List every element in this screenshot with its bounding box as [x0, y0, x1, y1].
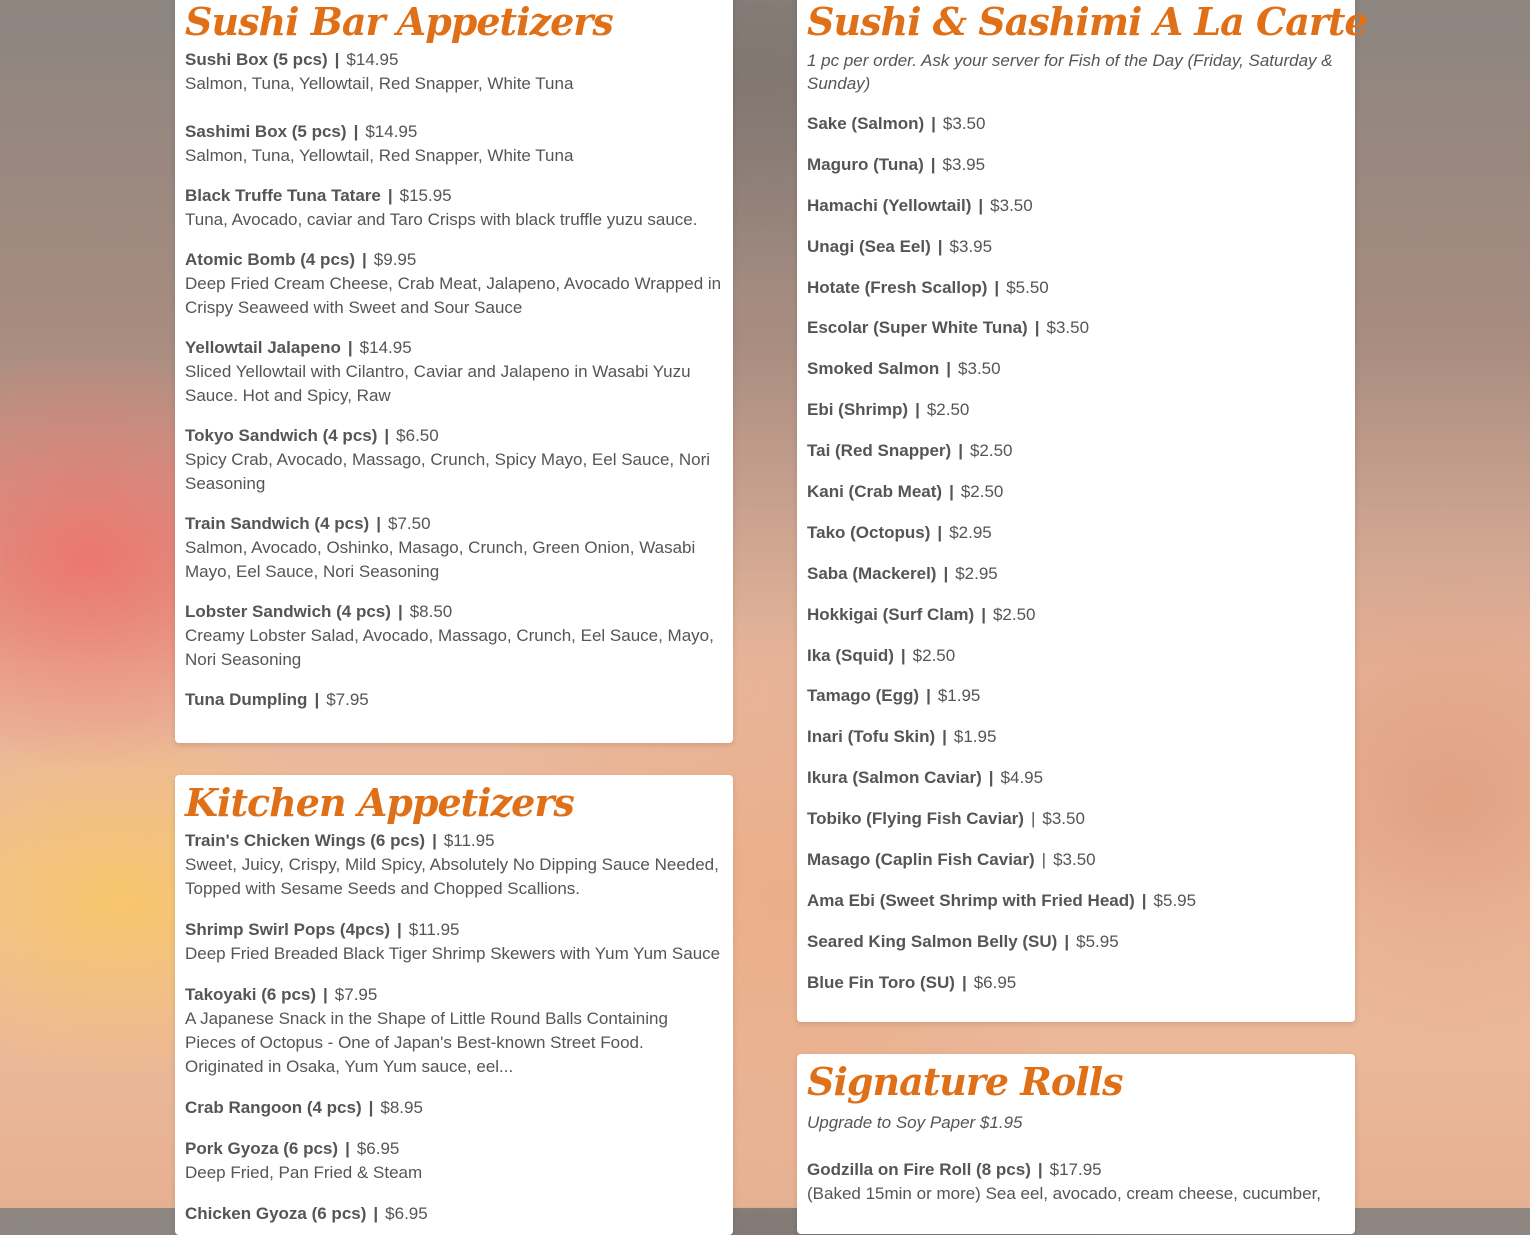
item-description: Creamy Lobster Salad, Avocado, Massago, Crunch, Eel Sauce, Mayo, Nori Seasoning [185, 626, 714, 669]
menu-item [807, 603, 1345, 627]
item-name: Black Truffe Tuna Tatare [185, 186, 381, 205]
section-note: Upgrade to Soy Paper $1.95 [807, 1113, 1023, 1132]
item-price: $6.50 [396, 426, 439, 445]
alacarte-panel [797, 0, 1368, 1022]
item-name: Atomic Bomb (4 pcs) [185, 250, 356, 269]
item-description: Sliced Yellowtail with Cilantro, Caviar and Jalapeno in Wasabi Yuzu Sauce. Hot and Spicy, Raw [185, 362, 691, 405]
menu-item [185, 512, 723, 584]
separator: | [1041, 850, 1047, 870]
item-name: Unagi (Sea Eel) [807, 236, 931, 256]
separator: | [926, 686, 931, 706]
separator: | [334, 50, 340, 69]
kitchen-appetizers-panel [175, 775, 733, 1235]
separator: | [353, 122, 359, 141]
menu-item [185, 120, 723, 168]
item-name: Crab Rangoon (4 pcs) [185, 1098, 362, 1117]
separator: | [900, 645, 906, 665]
item-name: Lobster Sandwich (4 pcs) [185, 602, 391, 621]
menu-item [807, 971, 1345, 995]
item-description: Spicy Crab, Avocado, Massago, Crunch, Spicy Mayo, Eel Sauce, Nori Seasoning [185, 450, 711, 493]
item-price: $15.95 [399, 186, 452, 205]
item-name: Takoyaki (6 pcs) [185, 985, 317, 1004]
menu-item [185, 688, 723, 712]
item-name: Tako (Octopus) [807, 522, 931, 542]
item-price: $1.95 [953, 727, 997, 747]
separator: | [937, 236, 943, 256]
item-price: $17.95 [1049, 1160, 1102, 1179]
menu-item [807, 357, 1345, 381]
separator: | [931, 114, 936, 133]
separator: | [937, 522, 943, 542]
item-name: Saba (Mackerel) [807, 563, 937, 583]
item-name: Pork Gyoza (6 pcs) [185, 1139, 339, 1158]
item-description: Sweet, Juicy, Crispy, Mild Spicy, Absolutely No Dipping Sauce Needed, Topped with Sesame Seeds and Chopped Scallions. [185, 855, 719, 898]
separator: | [961, 972, 967, 992]
menu-item [807, 807, 1345, 831]
item-name: Tobiko (Flying Fish Caviar) [807, 809, 1024, 829]
item-price: $3.50 [990, 195, 1033, 215]
item-name: Maguro (Tuna) [807, 154, 924, 174]
section-title: Sushi Bar Appetizers [185, 0, 613, 44]
menu-item [807, 276, 1345, 300]
separator: | [978, 195, 984, 215]
separator: | [988, 768, 994, 788]
item-price: $6.95 [973, 972, 1017, 992]
item-price: $3.50 [1053, 850, 1096, 870]
item-name: Escolar (Super White Tuna) [807, 318, 1028, 338]
separator: | [1064, 931, 1070, 951]
separator: | [949, 482, 954, 502]
item-name: Yellowtail Jalapeno [185, 338, 341, 357]
separator: | [384, 426, 390, 445]
item-name: Godzilla on Fire Roll (8 pcs) [807, 1160, 1031, 1179]
menu-item [807, 235, 1345, 259]
item-price: $3.95 [949, 236, 993, 256]
menu-item [185, 1096, 723, 1120]
item-description: Salmon, Tuna, Yellowtail, Red Snapper, White Tuna [185, 146, 574, 165]
item-price: $3.95 [942, 154, 986, 174]
item-description: Deep Fried, Pan Fried & Steam [185, 1163, 423, 1182]
item-name: Ika (Squid) [807, 645, 894, 665]
item-price: $8.95 [380, 1098, 423, 1117]
section-note: 1 pc per order. Ask your server for Fish of the Day (Friday, Saturday & Sunday) [807, 51, 1333, 93]
menu-item [807, 684, 1345, 708]
item-price: $7.50 [387, 514, 431, 533]
separator: | [1141, 890, 1147, 910]
item-price: $14.95 [359, 338, 412, 357]
item-price: $6.95 [385, 1204, 428, 1223]
item-name: Sashimi Box (5 pcs) [185, 122, 347, 141]
item-name: Tai (Red Snapper) [807, 441, 952, 461]
separator: | [373, 1204, 379, 1223]
menu-item [807, 889, 1345, 913]
item-name: Inari (Tofu Skin) [807, 727, 936, 747]
menu-item [185, 424, 723, 496]
separator: | [1030, 809, 1036, 829]
separator: | [958, 441, 963, 461]
separator: | [1037, 1160, 1043, 1179]
section-title: Kitchen Appetizers [185, 780, 574, 825]
item-price: $5.50 [1006, 277, 1049, 297]
item-price: $11.95 [408, 920, 460, 939]
item-name: Tamago (Egg) [807, 686, 920, 706]
item-name: Ebi (Shrimp) [807, 400, 909, 420]
item-name: Hamachi (Yellowtail) [807, 195, 972, 215]
menu-item [185, 829, 723, 901]
item-name: Ikura (Salmon Caviar) [807, 768, 982, 788]
menu-item [807, 112, 1345, 136]
item-price: $7.95 [334, 985, 378, 1004]
separator: | [994, 277, 1000, 297]
item-price: $9.95 [373, 250, 417, 269]
separator: | [397, 602, 403, 621]
item-price: $2.95 [955, 563, 998, 583]
item-name: Seared King Salmon Belly (SU) [807, 931, 1058, 951]
menu-item [807, 766, 1345, 790]
item-name: Hokkigai (Surf Clam) [807, 604, 975, 624]
menu-item [185, 248, 723, 320]
menu-item [807, 480, 1345, 504]
sushi-bar-appetizers-panel [175, 0, 733, 743]
separator: | [314, 690, 320, 709]
item-name: Ama Ebi (Sweet Shrimp with Fried Head) [807, 890, 1135, 910]
separator: | [368, 1098, 374, 1117]
menu-item [807, 848, 1345, 872]
item-name: Smoked Salmon [807, 359, 940, 379]
menu-item [807, 521, 1345, 545]
separator: | [942, 727, 947, 747]
signature-rolls-panel [797, 1054, 1355, 1234]
separator: | [943, 563, 949, 583]
menu-item [185, 336, 723, 408]
menu-item [807, 562, 1345, 586]
item-price: $2.50 [960, 482, 1004, 502]
separator: | [345, 1139, 350, 1158]
menu-item [807, 398, 1345, 422]
menu-item [185, 184, 723, 232]
item-price: $2.50 [969, 441, 1013, 461]
section-title: Signature Rolls [807, 1059, 1123, 1104]
item-name: Train's Chicken Wings (6 pcs) [185, 831, 426, 850]
item-price: $2.50 [992, 604, 1036, 624]
item-price: $2.50 [912, 645, 956, 665]
separator: | [397, 920, 402, 939]
separator: | [432, 831, 437, 850]
item-name: Train Sandwich (4 pcs) [185, 514, 370, 533]
item-name: Hotate (Fresh Scallop) [807, 277, 988, 297]
item-description: Deep Fried Cream Cheese, Crab Meat, Jalapeno, Avocado Wrapped in Crispy Seaweed with Sweet and Sour Sauce [185, 274, 722, 317]
item-name: Kani (Crab Meat) [807, 482, 943, 502]
item-price: $4.95 [1000, 768, 1044, 788]
menu-item [185, 1202, 723, 1226]
item-price: $3.50 [1046, 318, 1090, 338]
item-price: $3.50 [942, 114, 986, 133]
item-price: $1.95 [937, 686, 981, 706]
item-price: $5.95 [1076, 931, 1119, 951]
menu-item [185, 1137, 723, 1185]
item-name: Sushi Box (5 pcs) [185, 50, 328, 69]
item-price: $11.95 [443, 831, 495, 850]
menu-item [807, 194, 1345, 218]
separator: | [1034, 318, 1040, 338]
item-name: Blue Fin Toro (SU) [807, 972, 955, 992]
menu-item [807, 439, 1345, 463]
item-description: Deep Fried Breaded Black Tiger Shrimp Skewers with Yum Yum Sauce [185, 944, 721, 963]
item-description: Tuna, Avocado, caviar and Taro Crisps with black truffle yuzu sauce. [185, 210, 698, 229]
menu-item [807, 1158, 1345, 1206]
separator: | [946, 359, 952, 379]
separator: | [981, 604, 986, 624]
item-price: $3.50 [958, 359, 1001, 379]
menu-item [807, 930, 1345, 954]
menu-item [807, 316, 1345, 340]
item-description: Salmon, Avocado, Oshinko, Masago, Crunch, Green Onion, Wasabi Mayo, Eel Sauce, Nori Seasoning [185, 538, 696, 581]
item-price: $2.95 [949, 522, 992, 542]
item-price: $7.95 [326, 690, 369, 709]
item-description: (Baked 15min or more) Sea eel, avocado, cream cheese, cucumber, [807, 1184, 1322, 1203]
item-price: $14.95 [365, 122, 418, 141]
separator: | [347, 338, 353, 357]
separator: | [915, 400, 920, 420]
separator: | [323, 985, 328, 1004]
menu-item [807, 153, 1345, 177]
item-price: $2.50 [926, 400, 970, 420]
menu-item [807, 725, 1345, 749]
item-price: $5.95 [1153, 890, 1197, 910]
item-name: Tuna Dumpling [185, 690, 308, 709]
item-description: A Japanese Snack in the Shape of Little Round Balls Containing Pieces of Octopus - One of Japan's Best-known Street Food. Originated in Osaka, Yum Yum sauce, eel... [185, 1009, 668, 1076]
item-name: Sake (Salmon) [807, 114, 925, 133]
section-title: Sushi & Sashimi A La Carte [807, 0, 1368, 44]
menu-item [185, 918, 723, 966]
item-name: Masago (Caplin Fish Caviar) [807, 850, 1035, 870]
separator: | [930, 154, 936, 174]
separator: | [376, 514, 381, 533]
item-name: Shrimp Swirl Pops (4pcs) [185, 920, 390, 939]
item-price: $8.50 [409, 602, 453, 621]
item-price: $6.95 [356, 1139, 400, 1158]
separator: | [387, 186, 393, 205]
item-description: Salmon, Tuna, Yellowtail, Red Snapper, White Tuna [185, 74, 574, 93]
menu-item [185, 48, 723, 96]
item-price: $3.50 [1042, 809, 1085, 829]
item-name: Tokyo Sandwich (4 pcs) [185, 426, 378, 445]
menu-item [807, 644, 1345, 668]
item-name: Chicken Gyoza (6 pcs) [185, 1204, 367, 1223]
menu-item [185, 983, 723, 1079]
menu-item [185, 600, 723, 672]
item-price: $14.95 [346, 50, 399, 69]
separator: | [362, 250, 367, 269]
